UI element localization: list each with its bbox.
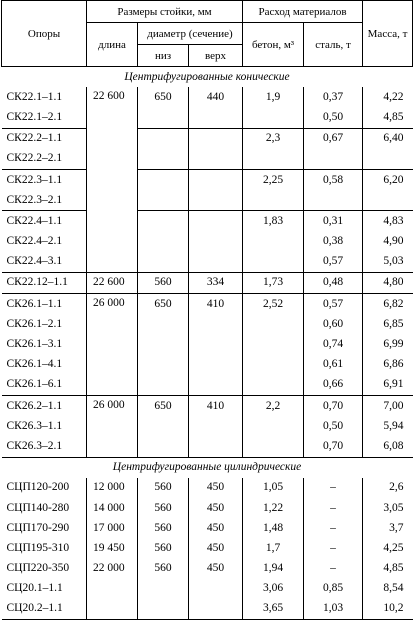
cell-mass: 8,54: [363, 579, 413, 599]
table-row: [2, 579, 413, 599]
cell-mass: 4,83: [363, 211, 413, 232]
cell-mass: 4,25: [363, 538, 413, 558]
cell-length: 22 000: [87, 559, 138, 579]
cell-concrete: [243, 334, 304, 354]
cell-support: СК26.1–1.1: [6, 297, 63, 310]
table-row: [2, 334, 413, 354]
cell-diameter-bottom: 560: [138, 559, 189, 579]
cell-diameter-bottom: [138, 252, 189, 273]
table-row: [2, 128, 413, 149]
cell-support: СК26.3–2.1: [2, 436, 87, 457]
cell-steel: –: [304, 559, 363, 579]
table-row: [2, 416, 413, 436]
cell-mass: 3,05: [363, 498, 413, 518]
cell-steel: 0,70: [304, 396, 363, 417]
table-row: [2, 272, 413, 293]
cell-support: СК26.1–4.1: [6, 358, 63, 371]
table-row: [2, 232, 413, 252]
cell-diameter-bottom: 650: [138, 294, 189, 315]
table-row: [2, 599, 413, 620]
cell-diameter-top: [189, 128, 243, 149]
cell-mass: 4,80: [363, 272, 413, 293]
table-row: [2, 436, 413, 457]
cell-steel: 0,85: [304, 579, 363, 599]
materials-table: [1, 0, 413, 620]
cell-diameter-bottom: 560: [138, 518, 189, 538]
header-post-dimensions: Размеры стойки, мм: [87, 1, 243, 23]
cell-diameter-bottom: 560: [138, 272, 189, 293]
cell-diameter-bottom: [138, 355, 189, 375]
header-bottom: низ: [138, 45, 189, 67]
cell-support: СК22.4–1.1: [6, 214, 63, 227]
section-title: Центрифугированные конические: [124, 70, 290, 83]
cell-concrete: [243, 149, 304, 170]
cell-mass: 10,2: [363, 599, 413, 620]
cell-support: СЦП120-200: [6, 481, 70, 494]
cell-diameter-bottom: [138, 579, 189, 599]
cell-steel: 1,03: [304, 599, 363, 620]
cell-diameter-top: [189, 149, 243, 170]
cell-diameter-bottom: [138, 190, 189, 211]
cell-mass: 6,40: [363, 128, 413, 149]
cell-mass: 5,94: [363, 416, 413, 436]
cell-mass: 6,20: [363, 169, 413, 190]
cell-diameter-top: 450: [189, 518, 243, 538]
cell-mass: 4,85: [363, 107, 413, 128]
header-diameter: диаметр (сечение): [138, 23, 243, 45]
cell-diameter-top: [189, 579, 243, 599]
cell-length: 12 000: [87, 478, 138, 498]
table-row: [2, 190, 413, 211]
cell-mass: 2,6: [363, 478, 413, 498]
cell-concrete: 3,65: [243, 599, 304, 620]
cell-concrete: 1,7: [243, 538, 304, 558]
cell-support: СК26.1–2.1: [6, 317, 63, 330]
cell-steel: 0,31: [304, 211, 363, 232]
cell-length: 19 450: [87, 538, 138, 558]
cell-concrete: 2,25: [243, 169, 304, 190]
cell-diameter-bottom: [138, 211, 189, 232]
cell-mass: 6,85: [363, 314, 413, 334]
cell-concrete: 1,83: [243, 211, 304, 232]
table-row: [2, 396, 413, 417]
table-row: [2, 252, 413, 273]
cell-support: СЦП170-290: [6, 521, 70, 534]
cell-steel: 0,70: [304, 436, 363, 457]
cell-mass: [363, 190, 413, 211]
cell-support: СК22.1–2.1: [2, 107, 87, 128]
cell-steel: 0,66: [304, 375, 363, 396]
cell-diameter-top: [189, 355, 243, 375]
table-row: [2, 478, 413, 498]
table-row: [2, 294, 413, 315]
cell-length: 22 600: [87, 87, 138, 272]
cell-diameter-bottom: 650: [138, 396, 189, 417]
cell-steel: 0,57: [304, 294, 363, 315]
cell-length: [87, 599, 138, 620]
cell-mass: [363, 149, 413, 170]
section-row: [2, 67, 413, 88]
cell-diameter-top: [189, 169, 243, 190]
header-materials: Расход материалов: [243, 1, 363, 23]
cell-steel: –: [304, 478, 363, 498]
table-row: [2, 107, 413, 128]
cell-support: СЦП220-350: [6, 562, 70, 575]
cell-mass: 4,22: [363, 87, 413, 107]
cell-steel: –: [304, 518, 363, 538]
cell-concrete: 3,06: [243, 579, 304, 599]
cell-diameter-bottom: [138, 149, 189, 170]
cell-support: СК26.2–1.1: [6, 399, 63, 412]
cell-support: СК22.2–1.1: [6, 132, 63, 145]
cell-diameter-bottom: 650: [138, 87, 189, 107]
cell-concrete: 2,3: [243, 128, 304, 149]
cell-diameter-bottom: [138, 128, 189, 149]
cell-steel: 0,38: [304, 232, 363, 252]
cell-mass: 6,99: [363, 334, 413, 354]
cell-diameter-top: [189, 314, 243, 334]
cell-diameter-top: [189, 190, 243, 211]
cell-diameter-top: 450: [189, 538, 243, 558]
cell-steel: 0,50: [304, 107, 363, 128]
header-mass: Масса, т: [363, 1, 413, 67]
cell-concrete: 2,2: [243, 396, 304, 417]
cell-diameter-bottom: 560: [138, 498, 189, 518]
cell-diameter-top: 450: [189, 498, 243, 518]
cell-diameter-top: [189, 211, 243, 232]
cell-mass: 6,08: [363, 436, 413, 457]
table-row: [2, 518, 413, 538]
cell-concrete: [243, 107, 304, 128]
cell-steel: 0,74: [304, 334, 363, 354]
cell-concrete: [243, 232, 304, 252]
cell-support: СК22.2–2.1: [2, 149, 87, 170]
cell-length: 26 000: [87, 294, 138, 396]
table-body: [2, 67, 413, 620]
header-supports: Опоры: [2, 1, 87, 67]
cell-support: СЦП195-310: [6, 541, 70, 554]
cell-steel: –: [304, 498, 363, 518]
cell-diameter-top: 410: [189, 396, 243, 417]
cell-diameter-bottom: 560: [138, 538, 189, 558]
cell-length: 22 600: [87, 272, 138, 293]
cell-concrete: [243, 436, 304, 457]
cell-steel: –: [304, 538, 363, 558]
cell-mass: 3,7: [363, 518, 413, 538]
cell-concrete: [243, 375, 304, 396]
cell-concrete: 1,22: [243, 498, 304, 518]
table-row: [2, 355, 413, 375]
cell-concrete: [243, 314, 304, 334]
table-row: [2, 538, 413, 558]
cell-support: СЦ20.2–1.1: [2, 599, 87, 620]
cell-steel: 0,67: [304, 128, 363, 149]
table-row: [2, 169, 413, 190]
cell-steel: 0,37: [304, 87, 363, 107]
cell-steel: 0,61: [304, 355, 363, 375]
cell-diameter-top: [189, 375, 243, 396]
cell-diameter-bottom: [138, 375, 189, 396]
cell-concrete: 1,05: [243, 478, 304, 498]
cell-support: СК26.1–6.1: [2, 375, 87, 396]
cell-steel: 0,57: [304, 252, 363, 273]
cell-support: СК22.12–1.1: [2, 272, 87, 293]
cell-diameter-top: [189, 436, 243, 457]
cell-diameter-bottom: [138, 107, 189, 128]
cell-mass: 4,85: [363, 559, 413, 579]
header-top: верх: [189, 45, 243, 67]
table-row: [2, 87, 413, 107]
cell-concrete: [243, 190, 304, 211]
cell-support: СК22.1–1.1: [6, 90, 63, 103]
cell-diameter-top: [189, 599, 243, 620]
cell-support: СЦ20.1–1.1: [6, 582, 63, 595]
cell-concrete: 2,52: [243, 294, 304, 315]
header-length: длина: [87, 23, 138, 67]
table-row: [2, 559, 413, 579]
cell-concrete: [243, 355, 304, 375]
cell-diameter-bottom: [138, 436, 189, 457]
cell-diameter-top: 410: [189, 294, 243, 315]
cell-steel: 0,60: [304, 314, 363, 334]
cell-diameter-bottom: [138, 334, 189, 354]
cell-length: 26 000: [87, 396, 138, 458]
cell-concrete: 1,9: [243, 87, 304, 107]
cell-mass: 6,91: [363, 375, 413, 396]
cell-diameter-top: [189, 107, 243, 128]
header-concrete: бетон, м³: [243, 23, 304, 67]
cell-support: СК26.1–3.1: [6, 338, 63, 351]
cell-support: СК22.4–2.1: [6, 235, 63, 248]
cell-diameter-top: 334: [189, 272, 243, 293]
cell-diameter-bottom: [138, 232, 189, 252]
cell-mass: 7,00: [363, 396, 413, 417]
table-row: [2, 498, 413, 518]
cell-diameter-top: [189, 252, 243, 273]
cell-support: СК26.3–1.1: [6, 419, 63, 432]
cell-concrete: 1,48: [243, 518, 304, 538]
table-row: [2, 211, 413, 232]
cell-length: 14 000: [87, 498, 138, 518]
cell-mass: 6,82: [363, 294, 413, 315]
cell-concrete: 1,73: [243, 272, 304, 293]
table-row: [2, 375, 413, 396]
cell-diameter-top: 450: [189, 559, 243, 579]
cell-support: СК22.4–3.1: [2, 252, 87, 273]
cell-steel: [304, 190, 363, 211]
cell-support: СЦП140-280: [6, 501, 70, 514]
cell-support: СК22.3–1.1: [6, 173, 63, 186]
cell-diameter-bottom: 560: [138, 478, 189, 498]
cell-mass: 6,86: [363, 355, 413, 375]
header-steel: сталь, т: [304, 23, 363, 67]
cell-diameter-bottom: [138, 314, 189, 334]
section-row: [2, 457, 413, 478]
cell-mass: 5,03: [363, 252, 413, 273]
cell-mass: 4,90: [363, 232, 413, 252]
cell-steel: 0,48: [304, 272, 363, 293]
cell-diameter-top: [189, 416, 243, 436]
cell-diameter-top: 450: [189, 478, 243, 498]
cell-length: [87, 579, 138, 599]
cell-length: 17 000: [87, 518, 138, 538]
cell-steel: 0,50: [304, 416, 363, 436]
cell-support: СК22.3–2.1: [2, 190, 87, 211]
cell-diameter-bottom: [138, 599, 189, 620]
table-row: [2, 314, 413, 334]
cell-diameter-top: [189, 334, 243, 354]
cell-diameter-top: [189, 232, 243, 252]
cell-concrete: [243, 252, 304, 273]
table-row: [2, 149, 413, 170]
cell-diameter-bottom: [138, 169, 189, 190]
cell-steel: [304, 149, 363, 170]
cell-diameter-top: 440: [189, 87, 243, 107]
table-header: [2, 1, 413, 67]
cell-diameter-bottom: [138, 416, 189, 436]
section-title: Центрифугированные цилиндрические: [112, 461, 302, 474]
cell-concrete: 1,94: [243, 559, 304, 579]
cell-concrete: [243, 416, 304, 436]
cell-steel: 0,58: [304, 169, 363, 190]
